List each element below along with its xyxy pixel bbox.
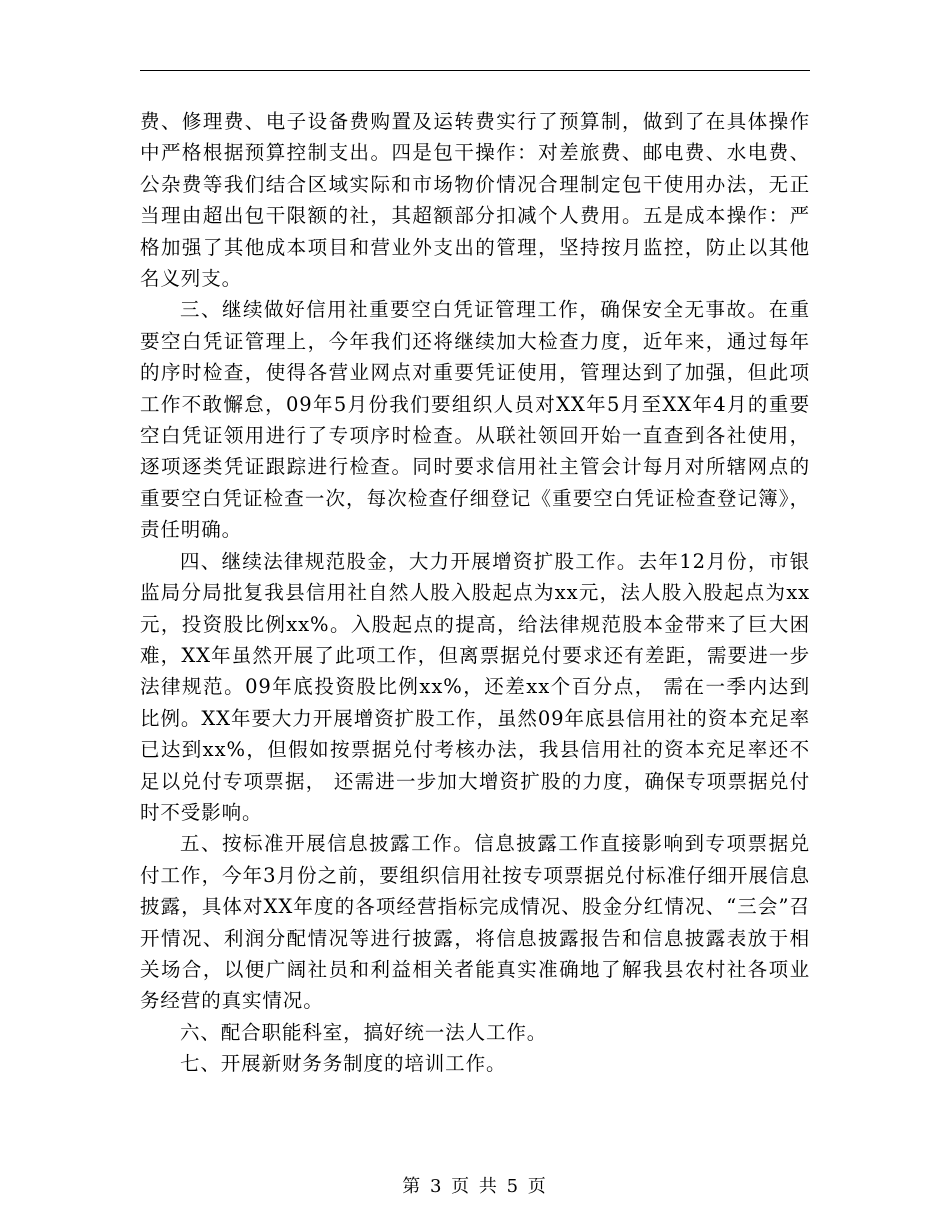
header-rule xyxy=(140,70,810,71)
document-body xyxy=(140,106,810,1080)
body-paragraph: 费、修理费、电子设备费购置及运转费实行了预算制，做到了在具体操作中严格根据预算控制支出。四是包干操作：对差旅费、邮电费、水电费、公杂费等我们结合区域实际和市场物价情况合理制定包干使用办法，无正当理由超出包干限额的社，其超额部分扣减个人费用。五是成本操作：严格加强了其他成本项目和营业外支出的管理，坚持按月监控，防止以其他名义列支。 xyxy=(140,110,810,291)
body-paragraph: 六、配合职能科室，搞好统一法人工作。 xyxy=(179,1020,548,1044)
body-paragraph: 七、开展新财务务制度的培训工作。 xyxy=(179,1052,507,1076)
body-paragraph: 三、继续做好信用社重要空白凭证管理工作，确保安全无事故。在重要空白凭证管理上，今年我们还将继续加大检查力度，近年来，通过每年的序时检查，使得各营业网点对重要凭证使用，管理达到了加强，但此项工作不敢懈怠，09年5月份我们要组织人员对XX年5月至XX年4月的重要空白凭证领用进行了专项序时检查。从联社领回开始一直查到各社使用，逐项逐类凭证跟踪进行检查。同时要求信用社主管会计每月对所辖网点的重要空白凭证检查一次，每次检查仔细登记《重要空白凭证检查登记簿》，责任明确。 xyxy=(140,298,810,542)
body-paragraph: 四、继续法律规范股金，大力开展增资扩股工作。去年12月份，市银监局分局批复我县信用社自然人股入股起点为xx元，法人股入股起点为xx元，投资股比例xx%。入股起点的提高，给法律规范股本金带来了巨大困难，XX年虽然开展了此项工作，但离票据兑付要求还有差距，需要进一步法律规范。09年底投资股比例xx%，还差xx个百分点， 需在一季内达到比例。XX年要大力开展增资扩股工作，虽然09年底县信用社的资本充足率已达到xx%，但假如按票据兑付考核办法，我县信用社的资本充足率还不足以兑付专项票据， 还需进一步加大增资扩股的力度，确保专项票据兑付时不受影响。 xyxy=(140,549,810,824)
body-paragraph: 五、按标准开展信息披露工作。信息披露工作直接影响到专项票据兑付工作，今年3月份之前，要组织信用社按专项票据兑付标准仔细开展信息披露，具体对XX年度的各项经营指标完成情况、股金分红情况、“三会”召开情况、利润分配情况等进行披露，将信息披露报告和信息披露表放于相关场合，以便广阔社员和利益相关者能真实准确地了解我县农村社各项业务经营的真实情况。 xyxy=(140,832,810,1013)
page-number: 第 3 页 共 5 页 xyxy=(402,1176,548,1197)
